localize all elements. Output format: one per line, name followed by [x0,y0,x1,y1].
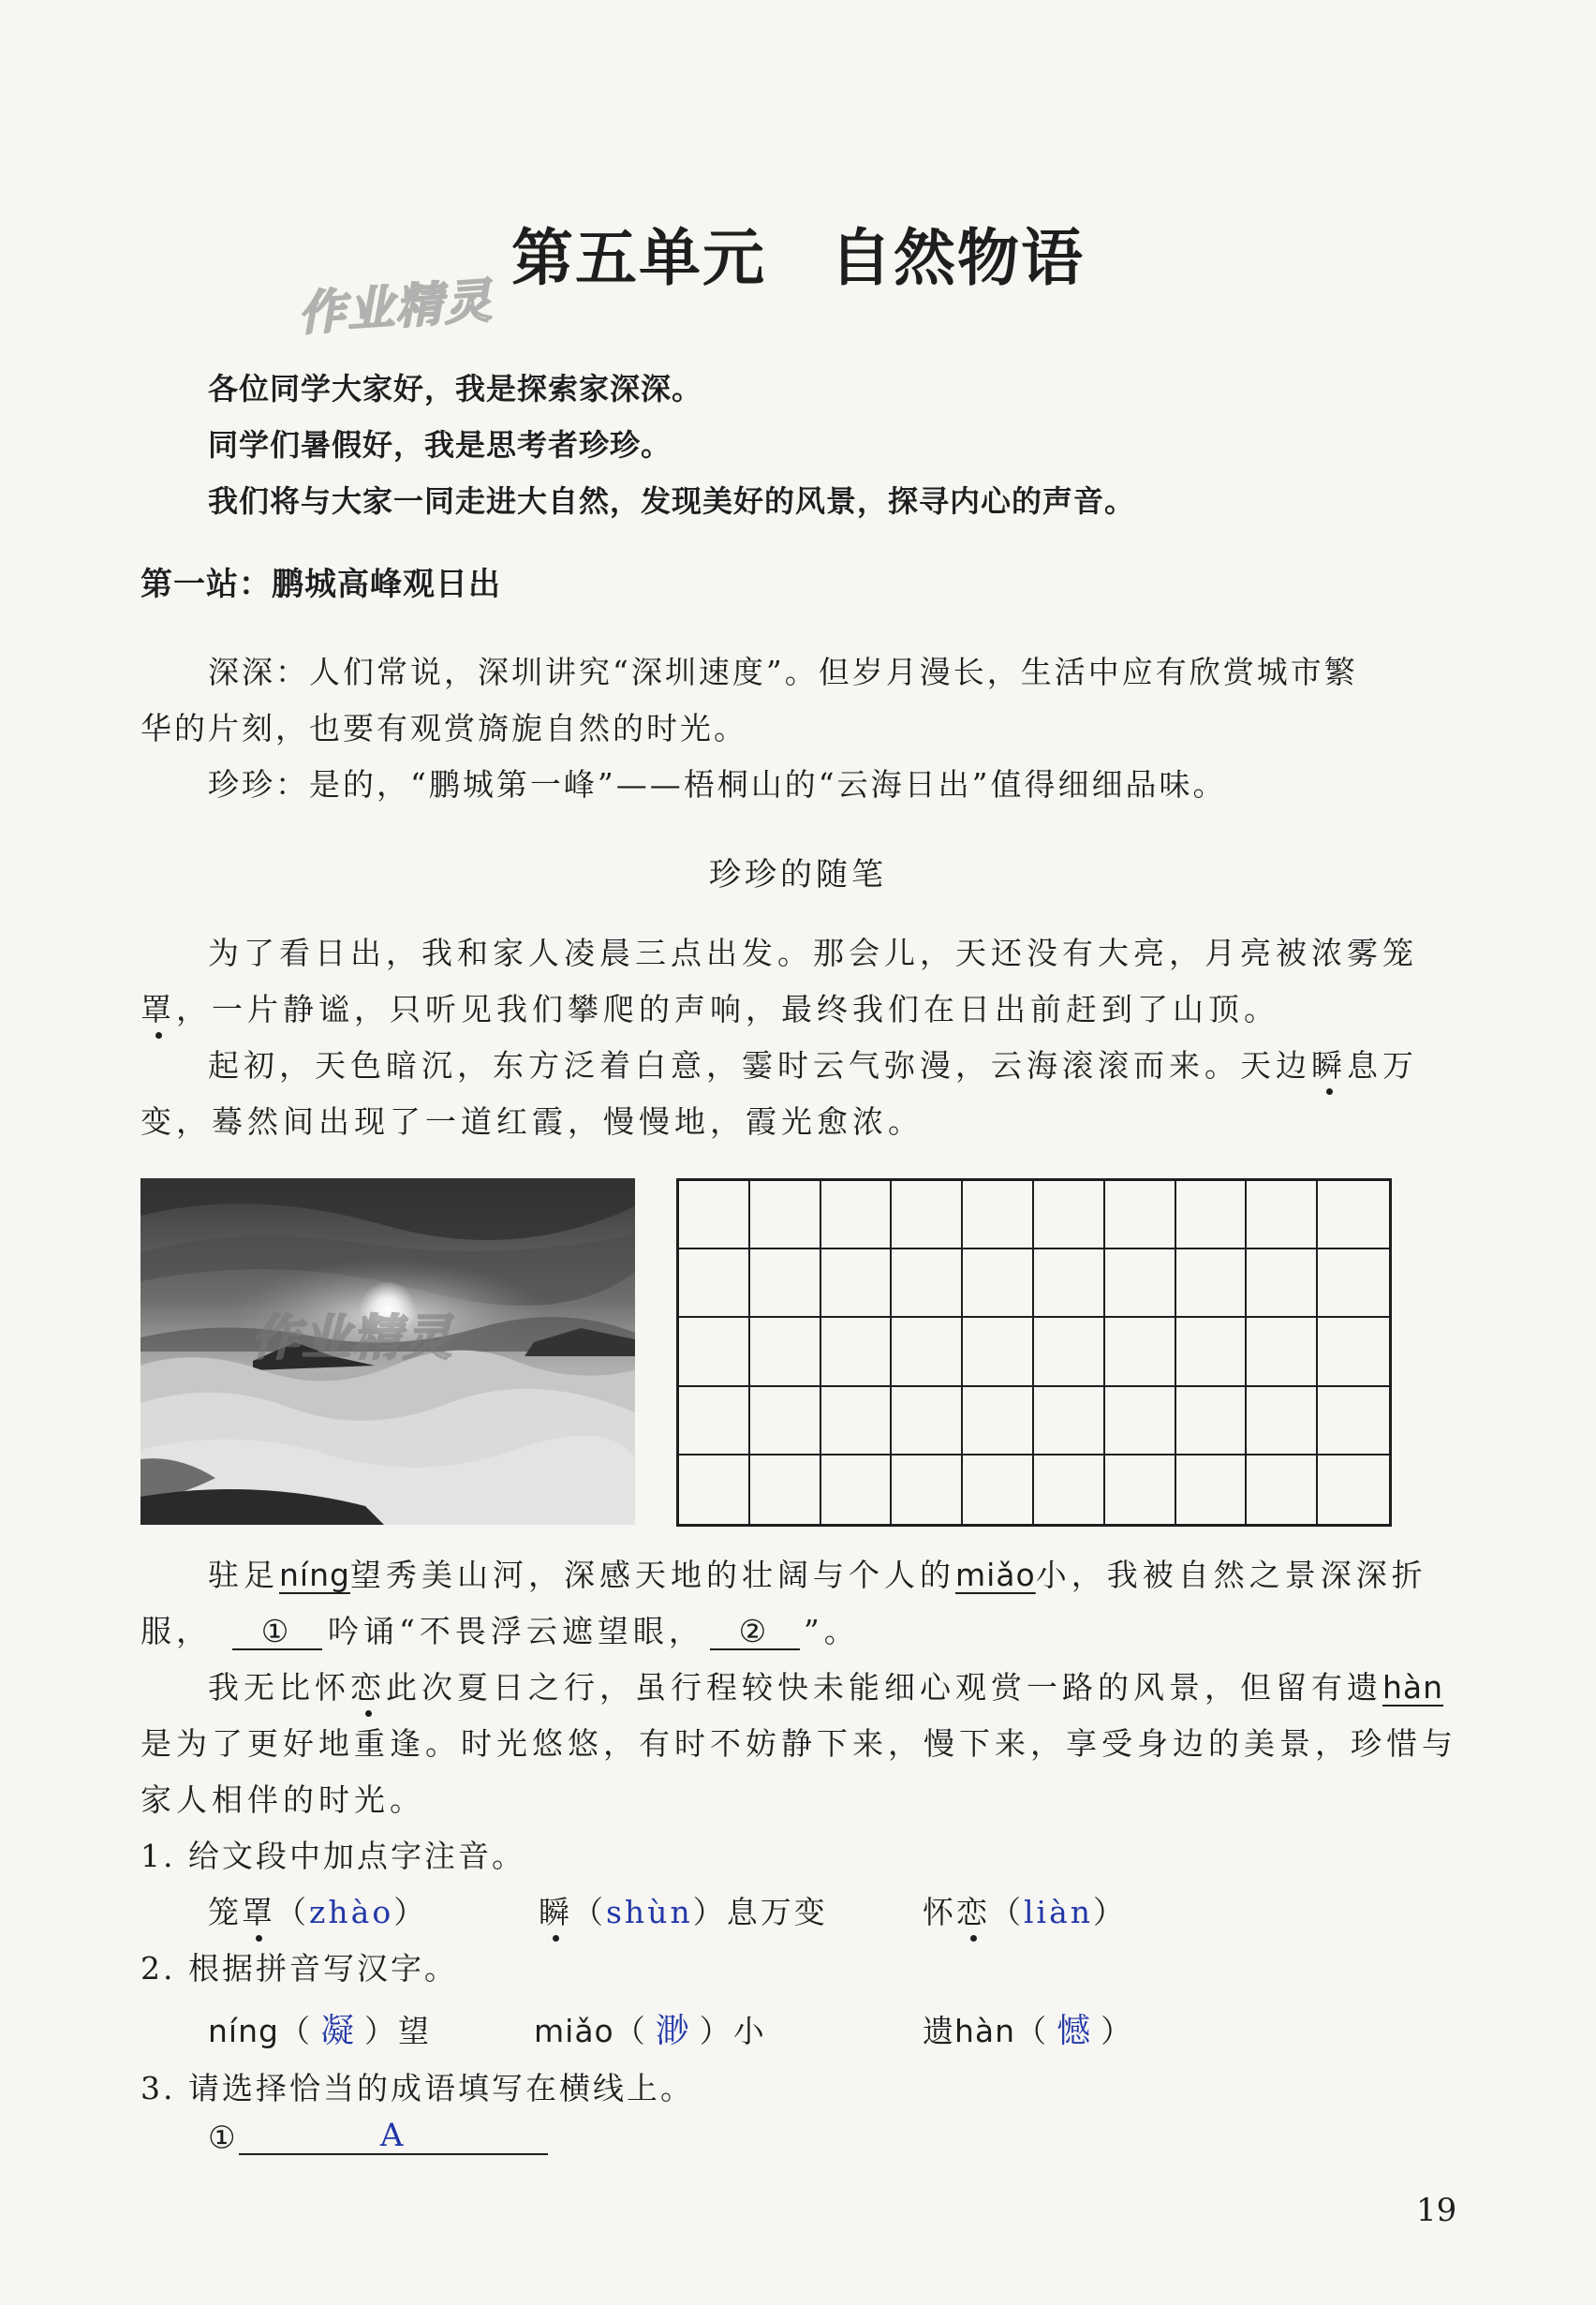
grid-cell[interactable] [1176,1249,1248,1318]
essay-line-9: 家人相伴的时光。 [140,1781,425,1818]
grid-cell[interactable] [963,1181,1034,1249]
question-2: 2. 根据拼音写汉字。 [140,1950,458,1987]
grid-cell[interactable] [1034,1181,1105,1249]
dialog-line-3: 珍珍：是的，“鹏城第一峰”——梧桐山的“云海日出”值得细细品味。 [208,766,1227,803]
q1-item-1: 笼罩（zhào） [208,1894,428,1930]
grid-cell[interactable] [1105,1181,1176,1249]
writing-grid[interactable] [676,1178,1392,1527]
essay-line-7: 我无比怀恋此次夏日之行，虽行程较快未能细心观赏一路的风景，但留有遗hàn [208,1669,1444,1706]
grid-cell[interactable] [679,1455,750,1524]
pinyin-han: hàn [1382,1669,1444,1706]
intro-line-2: 同学们暑假好，我是思考者珍珍。 [208,427,672,463]
grid-cell[interactable] [750,1455,821,1524]
grid-cell[interactable] [892,1455,963,1524]
grid-cell[interactable] [679,1249,750,1318]
grid-cell[interactable] [1176,1387,1248,1455]
essay-line-4: 变，蓦然间出现了一道红霞，慢慢地，霞光愈浓。 [140,1103,924,1140]
intro-line-3: 我们将与大家一同走进大自然，发现美好的风景，探寻内心的声音。 [208,483,1136,519]
dotted-char: 恋 [956,1894,990,1930]
unit-number: 第五单元 [511,222,766,294]
blank-1[interactable]: ① [232,1615,322,1650]
unit-title [0,208,1596,297]
intro-line-1: 各位同学大家好，我是探索家深深。 [208,371,703,406]
grid-cell[interactable] [1176,1455,1248,1524]
essay-line-2: 罩，一片静谧，只听见我们攀爬的声响，最终我们在日出前赶到了山顶。 [140,991,1279,1027]
grid-cell[interactable] [1318,1455,1389,1524]
grid-cell[interactable] [1176,1318,1248,1386]
essay-title: 珍珍的随笔 [709,856,887,894]
q1-item-3: 怀恋（liàn） [923,1894,1128,1930]
dotted-char: 瞬 [1311,1047,1347,1084]
answer-ning[interactable]: 凝 [319,2012,357,2050]
grid-cell[interactable] [750,1387,821,1455]
q3-item-1: ① A [208,2119,548,2155]
grid-cell[interactable] [750,1318,821,1386]
grid-cell[interactable] [1318,1318,1389,1386]
essay-line-5: 驻足níng望秀美山河，深感天地的壮阔与个人的miǎo小，我被自然之景深深折 [208,1557,1427,1593]
grid-cell[interactable] [679,1318,750,1386]
q2-item-3: 遗hàn（ 憾 ） [923,2012,1135,2050]
q1-item-2: 瞬（shùn）息万变 [539,1894,828,1930]
grid-cell[interactable] [1247,1318,1318,1386]
dotted-char: 瞬 [539,1894,572,1930]
grid-cell[interactable] [892,1318,963,1386]
grid-cell[interactable] [1034,1249,1105,1318]
question-1: 1. 给文段中加点字注音。 [140,1838,525,1874]
sunrise-sea-of-clouds-photo [140,1178,635,1525]
grid-cell[interactable] [963,1387,1034,1455]
grid-cell[interactable] [1318,1181,1389,1249]
grid-cell[interactable] [1247,1455,1318,1524]
grid-cell[interactable] [821,1181,893,1249]
grid-cell[interactable] [1105,1318,1176,1386]
grid-cell[interactable] [821,1455,893,1524]
answer-lian[interactable]: liàn [1024,1894,1094,1930]
grid-cell[interactable] [1034,1318,1105,1386]
grid-cell[interactable] [750,1249,821,1318]
answer-zhao[interactable]: zhào [309,1894,394,1930]
grid-cell[interactable] [679,1387,750,1455]
grid-cell[interactable] [1034,1387,1105,1455]
grid-cell[interactable] [892,1181,963,1249]
watermark-photo: 作业精灵 [251,1310,454,1367]
essay-line-1: 为了看日出，我和家人凌晨三点出发。那会儿，天还没有大亮，月亮被浓雾笼 [208,935,1418,971]
grid-cell[interactable] [750,1181,821,1249]
essay-line-6: 服， ① 吟诵“不畏浮云遮望眼， ② ”。 [140,1613,860,1649]
answer-q3-1[interactable]: A [239,2119,548,2155]
grid-cell[interactable] [1105,1249,1176,1318]
grid-cell[interactable] [1318,1249,1389,1318]
answer-shun[interactable]: shùn [606,1894,693,1930]
pinyin-ning: níng [279,1557,350,1593]
grid-cell[interactable] [821,1249,893,1318]
dotted-char: 恋 [350,1669,386,1706]
answer-miao[interactable]: 渺 [655,2012,692,2050]
blank-2[interactable]: ② [710,1615,800,1650]
pinyin-miao: miǎo [954,1557,1036,1593]
grid-cell[interactable] [963,1249,1034,1318]
dotted-char: 罩 [242,1894,275,1930]
answer-han[interactable]: 憾 [1057,2012,1094,2050]
dialog-line-2: 华的片刻，也要有观赏旖旎自然的时光。 [140,710,747,746]
grid-cell[interactable] [821,1387,893,1455]
grid-cell[interactable] [1318,1387,1389,1455]
grid-cell[interactable] [1105,1387,1176,1455]
grid-cell[interactable] [1247,1387,1318,1455]
essay-line-8: 是为了更好地重逢。时光悠悠，有时不妨静下来，慢下来，享受身边的美景，珍惜与 [140,1725,1457,1762]
grid-cell[interactable] [963,1318,1034,1386]
grid-cell[interactable] [1176,1181,1248,1249]
page-number: 19 [1416,2192,1457,2229]
grid-cell[interactable] [892,1249,963,1318]
q2-item-1: níng（ 凝 ）望 [208,2012,432,2050]
unit-name: 自然物语 [830,222,1085,294]
grid-cell[interactable] [892,1387,963,1455]
dotted-char: 罩 [140,991,176,1027]
grid-cell[interactable] [1034,1455,1105,1524]
watermark-top: 作业精灵 [296,273,495,342]
station-heading: 第一站：鹏城高峰观日出 [140,566,501,603]
grid-cell[interactable] [1105,1455,1176,1524]
grid-cell[interactable] [1247,1249,1318,1318]
grid-cell[interactable] [679,1181,750,1249]
grid-cell[interactable] [821,1318,893,1386]
grid-cell[interactable] [1247,1181,1318,1249]
q2-item-2: miǎo（ 渺 ）小 [534,2012,767,2050]
dialog-line-1: 深深：人们常说，深圳讲究“深圳速度”。但岁月漫长，生活中应有欣赏城市繁 [208,654,1358,690]
question-3: 3. 请选择恰当的成语填写在横线上。 [140,2070,694,2106]
grid-cell[interactable] [963,1455,1034,1524]
essay-line-3: 起初，天色暗沉，东方泛着白意，霎时云气弥漫，云海滚滚而来。天边瞬息万 [208,1047,1418,1084]
